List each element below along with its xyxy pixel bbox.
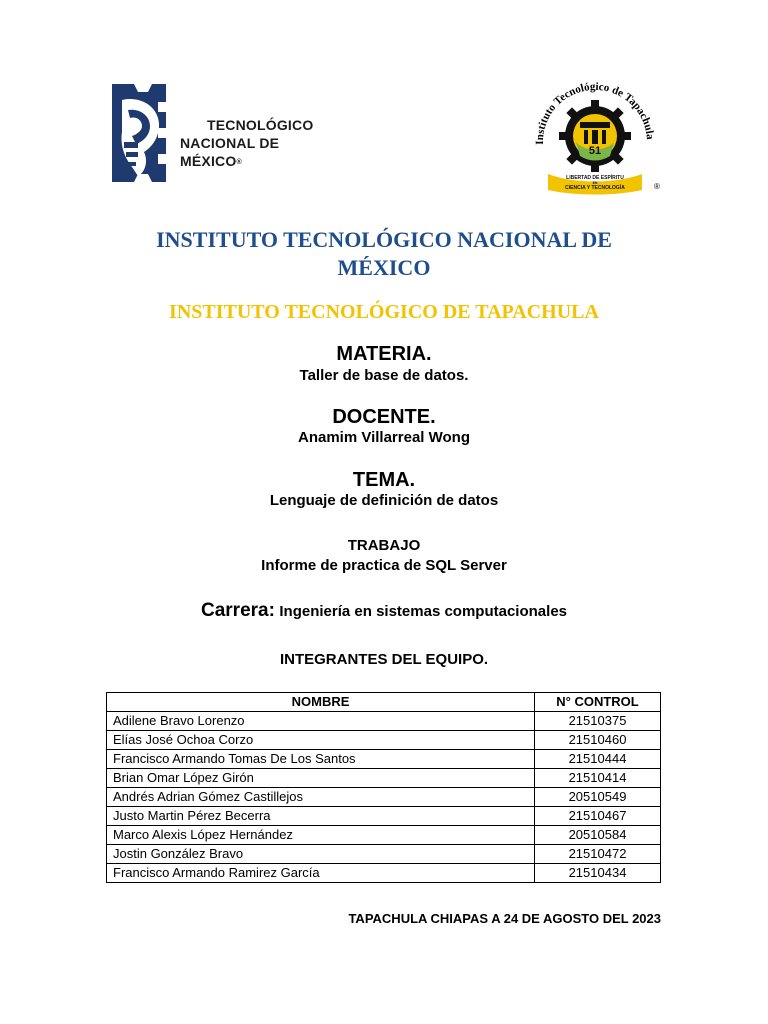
itt-motto-line1: LIBERTAD DE ESPÍRITU (566, 175, 624, 181)
carrera-value: Ingeniería en sistemas computacionales (279, 603, 567, 620)
campus-title: INSTITUTO TECNOLÓGICO DE TAPACHULA (169, 301, 599, 323)
member-control-number: 21510460 (535, 731, 661, 750)
member-control-number: 20510549 (535, 788, 661, 807)
institution-title-line1: INSTITUTO TECNOLÓGICO NACIONAL DE (156, 227, 612, 252)
member-name: Adilene Bravo Lorenzo (107, 712, 535, 731)
member-name: Marco Alexis López Hernández (107, 826, 535, 845)
tema-value: Lenguaje de definición de datos (269, 492, 499, 509)
team-heading: INTEGRANTES DEL EQUIPO. (279, 651, 489, 668)
member-control-number: 21510414 (535, 769, 661, 788)
tecnm-logo-text (180, 116, 344, 172)
table-row (107, 788, 661, 807)
tecnm-registered-mark: ® (236, 159, 242, 166)
tecnm-gear-emblem-icon (104, 80, 174, 192)
member-control-number: 21510444 (535, 750, 661, 769)
docente-label: DOCENTE. (332, 406, 436, 428)
team-table (106, 692, 661, 883)
itt-motto-line3: CIENCIA Y TECNOLOGÍA (565, 185, 625, 191)
tecnm-logo-line2: NACIONAL DE MÉXICO (180, 135, 280, 169)
itt-seal-emblem (524, 74, 664, 196)
itt-logo (524, 74, 669, 196)
member-control-number: 21510434 (535, 864, 661, 883)
table-row (107, 807, 661, 826)
trabajo-label: TRABAJO (347, 537, 421, 554)
member-name: Francisco Armando Ramirez García (107, 864, 535, 883)
institution-title-line2: MÉXICO (337, 255, 431, 280)
member-name: Elías José Ochoa Corzo (107, 731, 535, 750)
table-row (107, 750, 661, 769)
table-row (107, 712, 661, 731)
tecnm-logo (104, 80, 344, 192)
trabajo-value: Informe de practica de SQL Server (261, 557, 507, 574)
member-control-number: 20510584 (535, 826, 661, 845)
carrera-line (0, 600, 768, 622)
member-name: Brian Omar López Girón (107, 769, 535, 788)
itt-number: 51 (588, 145, 602, 157)
member-control-number: 21510375 (535, 712, 661, 731)
docente-value: Anamim Villarreal Wong (298, 429, 470, 446)
tecnm-logo-line1: TECNOLÓGICO (207, 117, 314, 133)
itt-ring-text: Instituto Tecnológico de Tapachula (533, 80, 656, 145)
column-header-nombre: NOMBRE (107, 693, 535, 712)
member-control-number: 21510472 (535, 845, 661, 864)
itt-motto-line2: EN (592, 181, 598, 185)
column-header-control: N° CONTROL (535, 693, 661, 712)
place-date-footer: TAPACHULA CHIAPAS A 24 DE AGOSTO DEL 2023 (348, 911, 661, 926)
table-row (107, 769, 661, 788)
table-row (107, 731, 661, 750)
materia-value: Taller de base de datos. (299, 367, 469, 384)
member-name: Jostin González Bravo (107, 845, 535, 864)
tema-label: TEMA. (352, 469, 416, 491)
institution-title (0, 226, 768, 282)
table-row (107, 845, 661, 864)
itt-registered-mark: ® (654, 182, 660, 191)
table-row (107, 864, 661, 883)
member-name: Justo Martin Pérez Becerra (107, 807, 535, 826)
member-control-number: 21510467 (535, 807, 661, 826)
member-name: Francisco Armando Tomas De Los Santos (107, 750, 535, 769)
team-table-header-row (107, 693, 661, 712)
carrera-label: Carrera: (201, 600, 275, 621)
member-name: Andrés Adrian Gómez Castillejos (107, 788, 535, 807)
table-row (107, 826, 661, 845)
materia-label: MATERIA. (336, 343, 432, 365)
